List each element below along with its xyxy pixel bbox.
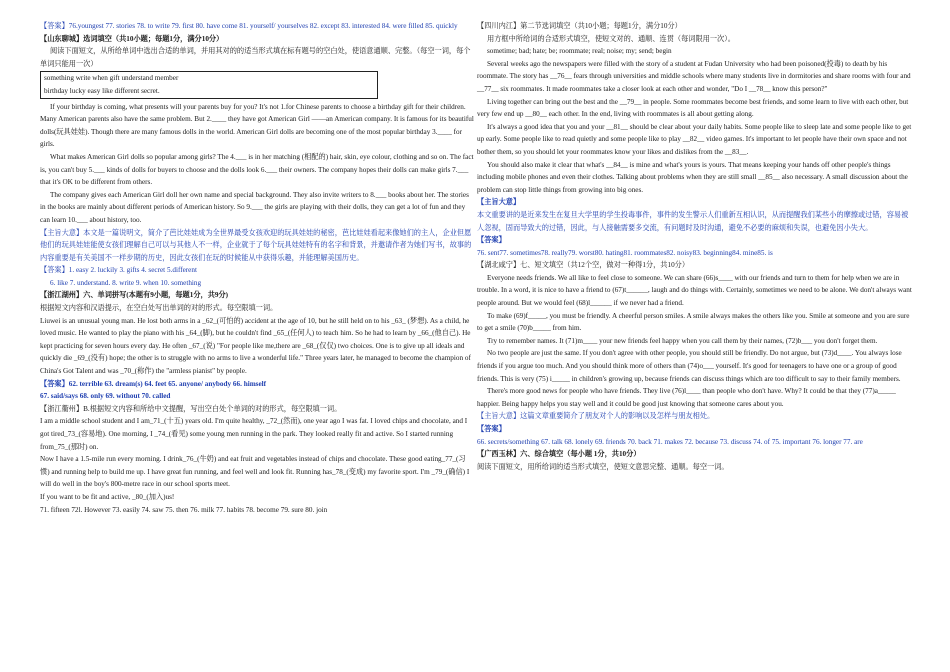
left-paragraph: 6. like 7. understand. 8. write 9. when 10. something <box>50 278 202 287</box>
left-paragraph: 阅读下面短文，从所给单词中选出合适的单词，并用其对的的适当形式填在标有题号的空白处，使语意通顺、完整。（每空一词，每个单词只能用一次） <box>40 47 471 68</box>
left-paragraph: Now I have a 1.5-mile run every morning. I drink_76_(牛奶) and eat fruit and vegetables instead of chips and chocolate. These good eating_77_(习惯) and running help to build me up. I have great fun running, and feel well and look fit. Running has_78_(变成) my favorite sport. I'm _79_(确信) I will do well in the boy's 800-metre race in our school sports meet. <box>40 455 470 489</box>
right-paragraph: sometime; bad; hate; be; roommate; real; noise; my; send; begin <box>487 47 672 56</box>
left-paragraph: If your birthday is coming, what presents will your parents buy for you? It's not 1.for Chinese parents to choose a birthday gift for their children. Many American parents also have the same problem. But 2.____ they have got American Girl ——an American company. It is famous for its beautiful dolls(玩具娃娃). Though there are many famous dolls in the world. American Girl dolls are becoming one of the most popular birthday 3.____ for girls. <box>40 102 474 149</box>
right-paragraph: 阅读下面短文，用所给词的适当形式填空，使短文意思完整、通顺。每空一词。 <box>477 462 729 471</box>
right-paragraph: Everyone needs friends. We all like to feel close to someone. We can share (66)s____ with our friends and turn to them for help when we are in trouble. In a word, it is nice to have a friend to (67)t______, laugh and do things with. Certainly, sometimes we need to be alone. We don't always want people around. But we would feel (68)l______ if we never had a friend. <box>477 273 912 308</box>
left-paragraph: 【浙江衢州】B.根据短文内容和所给中文提醒，写出空白处个单词的对的形式，每空限填一词。 <box>40 404 342 413</box>
left-paragraph: If you want to be fit and active, _80_(加入)us! <box>40 492 175 501</box>
right-column <box>477 20 914 473</box>
right-paragraph: 【主旨大意】 <box>477 198 521 207</box>
right-paragraph: 本文重要讲的是近来发生在复旦大学里的学生投毒事件，事件的发生警示人们重新互相认识，从而提醒我们某些小的摩擦或过错，容易被人忽视，固而导致大的过错，因此，与人接触需要多交流，有问题时及时沟通，避免不必要的麻烦和失误，也避免因小失大。 <box>477 210 909 232</box>
right-paragraph: 76. sent77. sometimes78. really79. worst80. hating81. roommates82. noisy83. beginning84. mine85. is <box>477 248 773 257</box>
left-paragraph: 【浙江湖州】六、单词拼写(本题有9小题，每题1分，共9分) <box>40 291 229 300</box>
left-paragraph: Liuwei is an unusual young man. He lost both arms in a _62_(可怕的) accident at the age of 10, but he still held on to his _63_ (梦想). As a child, he loved music. He wanted to play the piano with his _64_(脚), but he couldn't find _65_(任何人) to teach him. So he had to learn by _66_(他自己). He kept practicing for seven hours every day. He often _67_(说) "For people like me,there are _68_(仅仅) two choices. One is to give up all ideals and quickly die _69_(没有) hope; the other is to struggle with no arms to live a wonderful life." Three years later, he managed to become the champion of China's Got Talent and was _70_(称作) the "armless pianist" by people. <box>40 316 471 376</box>
left-paragraph: 根据短文内容和汉语提示，在空白处写出单词的对的形式。每空限填一词。 <box>40 304 278 313</box>
left-paragraph: 【答案】76.youngest 77. stories 78. to write 79. first 80. have come 81. yourself/ yourselves 82. except 83. interested 84. were filled 85. quickly <box>40 22 458 30</box>
right-paragraph: 【答案】 <box>477 236 506 245</box>
right-paragraph: 66. secrets/something 67. talk 68. lonely 69. friends 70. back 71. makes 72. because 73. discuss 74. of 75. important 76. longer 77. are <box>477 437 863 446</box>
right-paragraph: Several weeks ago the newspapers were filled with the story of a student at Fudan University who had been poisoned(投毒) to death by his roommate. The story has __76__ fears through universities and middle schools where many students live in dormitories and share rooms with four and __77__ six roommates. It made roommates take a closer look at each other and wonder, "Do I __78__ know this person?" <box>477 59 911 93</box>
right-paragraph: 【四川内江】第二节选词填空（共10小题；每题1分，满分10分） <box>477 22 682 30</box>
left-paragraph: 【主旨大意】本文是一篇说明文，简介了芭比娃娃成为全世界最受女孩欢迎的玩具娃娃的秘密，芭比娃娃看起来像她们的主人，企业但愿他们的玩具娃娃能使女孩们理解自己可以与其他人不一样，企业就于了每个玩具娃娃特有的名字和背景，并邀请作者为她们写书，故事的内容重要是有关美国不一样步期的历史，因此女孩们在玩的时候能从中获得乐趣，并能理解美国历史。 <box>40 228 472 262</box>
right-paragraph: 用方框中所给词的合适形式填空，使短文对的、通顺、连贯（每词限用一次）。 <box>487 34 735 43</box>
word-bank-box: something write when gift understand member birthday lucky easy like different secret. <box>40 71 378 98</box>
right-paragraph: It's always a good idea that you and your __81__ should be clear about your daily habits. Some people like to sleep late and some people like to get up early. Some people like to read quietly and some people like to play __82__ video games. It's important to let people have their own space and not bother them, so you should let your roommates know your likes and dislikes from the __83__. <box>477 122 912 156</box>
right-paragraph: Living together can bring out the best and the __79__ in people. Some roommates become best friends, and some learn to live with each other, but very few end up __80__ each other. In the end, living with roommates is all about getting along. <box>477 97 909 119</box>
left-paragraph: 【答案】62. terrible 63. dream(s) 64. feet 65. anyone/ anybody 66. himself <box>40 379 267 388</box>
right-paragraph: 【广西玉林】六、综合填空（每小题 1分，共10分） <box>477 450 641 459</box>
left-paragraph: 71. fifteen 72l. However 73. easily 74. saw 75. then 76. milk 77. habits 78. become 79. sure 80. join <box>40 505 328 514</box>
left-paragraph: I am a middle school student and I am_71_(十五) years old. I'm quite healthy, _72_(然而), one year ago I was fat. I loved chips and chocolate, and I got tired_73_(容易地). One morning, I _74_(看见) some young men running in the park. They looked really fit and active. So I started running from_75_(那时) on. <box>40 417 468 451</box>
left-paragraph: 【答案】1. easy 2. luckily 3. gifts 4. secret 5.different <box>40 266 197 275</box>
right-paragraph: 【答案】 <box>477 425 506 433</box>
left-paragraph: The company gives each American Girl doll her own name and special background. They also invite writers to 8.___ books about her. The stories in the books are mainly about different periods of American history. So 9.___ the girls are playing with their dolls, they can get a lot of fun and they can learn 10.___ about history, too. <box>40 190 469 224</box>
right-paragraph: 【湖北咸宁】七、短文填空（共12个空，做对一种得1分，共10分） <box>477 261 690 270</box>
left-paragraph: 【山东聊城】选词填空（共10小题；每题1分，满分10分） <box>40 34 224 43</box>
right-paragraph: You should also make it clear that what's __84__ is mine and what's yours is yours. That means keeping your hands off other people's things including mobile phones and even their clothes. Talking about problems when they are still small __85__ also necessary. A small discussion about the problem can stop little things from growing into big ones. <box>477 160 908 194</box>
left-paragraph: 67. said/says 68. only 69. without 70. called <box>40 392 171 401</box>
right-paragraph: No two people are just the same. If you don't agree with other people, you should still be friendly. Do not argue, but (73)d____. You always lose friends if you argue too much. And you should think more of others than (74)o___ yourself. It's good for teenagers to have one or a group of good friends. This is very (75) i_____ in children's growing up, because friends can discuss things which are too difficult to say to their family members. <box>477 349 902 383</box>
right-paragraph: Try to remember names. It (71)m____ your new friends feel happy when you call them by their names, (72)b___ you don't forget them. <box>487 336 878 345</box>
right-paragraph: 【主旨大意】这篇文章重要简介了朋友对个人的影响以及怎样与朋友相处。 <box>477 412 715 421</box>
left-paragraph: What makes American Girl dolls so popular among girls? The 4.___ is in her matching (相配的) hair, skin, eye colour, clothing and so on. The fact is, you can't buy 5.___ kinds of dolls for buyers to choose and the dolls look 6.___ their owners. The company hopes their dolls can make girls 7.___ that it's OK to be different from others. <box>40 152 474 187</box>
right-paragraph: To make (69)f_____, you must be friendly. A cheerful person smiles. A smile always makes the others like you. Smile at someone and you are sure to get a smile (70)b_____ from him. <box>477 311 910 333</box>
right-paragraph: There's more good news for people who have friends. They live (76)l____ than people who don't have. Why? It could be that they (77)a_____ happier. Being happy helps you stay well and it could be good just knowing that someone cares about you. <box>477 387 896 408</box>
left-column <box>40 20 474 516</box>
